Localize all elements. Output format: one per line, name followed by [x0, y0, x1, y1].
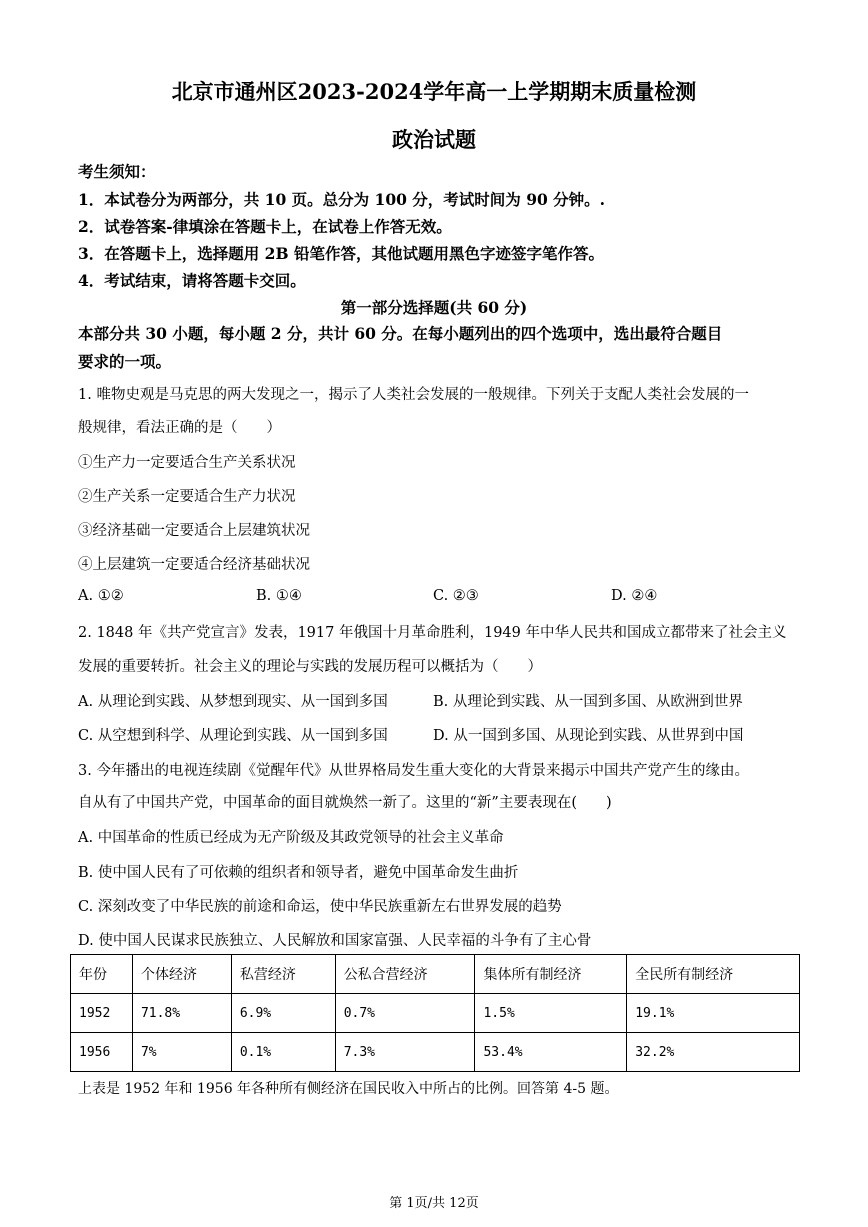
- table-cell: 19.1%: [627, 994, 800, 1033]
- q1-option-a: A. ①②: [78, 588, 124, 604]
- table-header-cell: 全民所有制经济: [627, 955, 800, 994]
- table-cell: 7%: [132, 1033, 231, 1072]
- table-cell: 71.8%: [132, 994, 231, 1033]
- table-header-cell: 私营经济: [231, 955, 335, 994]
- table-header-cell: 个体经济: [132, 955, 231, 994]
- notice-item: 1．本试卷分为两部分，共 10 页。总分为 100 分，考试时间为 90 分钟。.: [78, 190, 606, 209]
- table-cell: 0.1%: [231, 1033, 335, 1072]
- q2-option-d: D. 从一国到多国、从现论到实践、从世界到中国: [433, 728, 744, 744]
- table-header-cell: 公私合营经济: [335, 955, 475, 994]
- q2-option-a: A. 从理论到实践、从梦想到现实、从一国到多国: [78, 694, 388, 710]
- q1-statement: ②生产关系一定要适合生产力状况: [78, 489, 296, 505]
- table-cell: 0.7%: [335, 994, 475, 1033]
- table-header-cell: 年份: [71, 955, 133, 994]
- q1-option-c: C. ②③: [433, 588, 479, 604]
- table-row: [71, 994, 800, 1033]
- page-number: 第 1页/共 12页: [389, 1196, 479, 1211]
- table-cell: 1952: [71, 994, 133, 1033]
- part1-heading: 第一部分选择题(共 60 分): [340, 298, 528, 317]
- q1-stem: 般规律，看法正确的是（ ）: [78, 420, 281, 436]
- exam-subtitle: 政治试题: [392, 127, 476, 152]
- q3-stem: 3. 今年播出的电视连续剧《觉醒年代》从世界格局发生重大变化的大背景来揭示中国共产党产生的缘由。: [78, 763, 749, 779]
- q3-option-a: A. 中国革命的性质已经成为无产阶级及其政党领导的社会主义革命: [78, 830, 504, 846]
- part1-instructions: 本部分共 30 小题，每小题 2 分，共计 60 分。在每小题列出的四个选项中，选出最符合题目: [78, 324, 723, 343]
- table-cell: 32.2%: [627, 1033, 800, 1072]
- table-caption: 上表是 1952 年和 1956 年各种所有侧经济在国民收入中所占的比例。回答第 4-5 题。: [78, 1081, 619, 1097]
- q3-stem: 自从有了中国共产党，中国革命的面目就焕然一新了。这里的“新”主要表现在( ): [78, 795, 612, 811]
- table-cell: 6.9%: [231, 994, 335, 1033]
- q1-statement: ③经济基础一定要适合上层建筑状况: [78, 523, 310, 539]
- q3-option-c: C. 深刻改变了中华民族的前途和命运，使中华民族重新左右世界发展的趋势: [78, 899, 562, 915]
- table-cell: 7.3%: [335, 1033, 475, 1072]
- table-header-row: [71, 955, 800, 994]
- table-cell: 1956: [71, 1033, 133, 1072]
- notice-heading: 考生须知：: [78, 162, 156, 181]
- economy-table: [70, 954, 800, 1072]
- q1-statement: ①生产力一定要适合生产关系状况: [78, 455, 296, 471]
- q1-stem: 1. 唯物史观是马克思的两大发现之一，揭示了人类社会发展的一般规律。下列关于支配人类社会发展的一: [78, 387, 749, 403]
- table-header-cell: 集体所有制经济: [475, 955, 627, 994]
- part1-instructions: 要求的一项。: [78, 352, 172, 371]
- table-row: [71, 1033, 800, 1072]
- notice-item: 3．在答题卡上，选择题用 2B 铅笔作答，其他试题用黑色字迹签字笔作答。: [78, 244, 604, 263]
- q1-statement: ④上层建筑一定要适合经济基础状况: [78, 557, 310, 573]
- q1-option-d: D. ②④: [611, 588, 658, 604]
- table-cell: 1.5%: [475, 994, 627, 1033]
- table-cell: 53.4%: [475, 1033, 627, 1072]
- q1-option-b: B. ①④: [256, 588, 302, 604]
- notice-item: 4．考试结束，请将答题卡交回。: [78, 271, 306, 290]
- exam-title: 北京市通州区2023-2024学年高一上学期期末质量检测: [171, 79, 697, 104]
- q3-option-d: D. 使中国人民谋求民族独立、人民解放和国家富强、人民幸福的斗争有了主心骨: [78, 933, 592, 949]
- q2-option-b: B. 从理论到实践、从一国到多国、从欧洲到世界: [433, 694, 743, 710]
- q3-option-b: B. 使中国人民有了可依赖的组织者和领导者，避免中国革命发生曲折: [78, 865, 519, 881]
- q2-stem: 发展的重要转折。社会主义的理论与实践的发展历程可以概括为（ ）: [78, 659, 542, 675]
- q2-stem: 2. 1848 年《共产党宣言》发表，1917 年俄国十月革命胜利，1949 年中华人民共和国成立都带来了社会主义: [78, 625, 787, 641]
- notice-item: 2．试卷答案-律填涂在答题卡上，在试卷上作答无效。: [78, 217, 452, 236]
- q2-option-c: C. 从空想到科学、从理论到实践、从一国到多国: [78, 728, 388, 744]
